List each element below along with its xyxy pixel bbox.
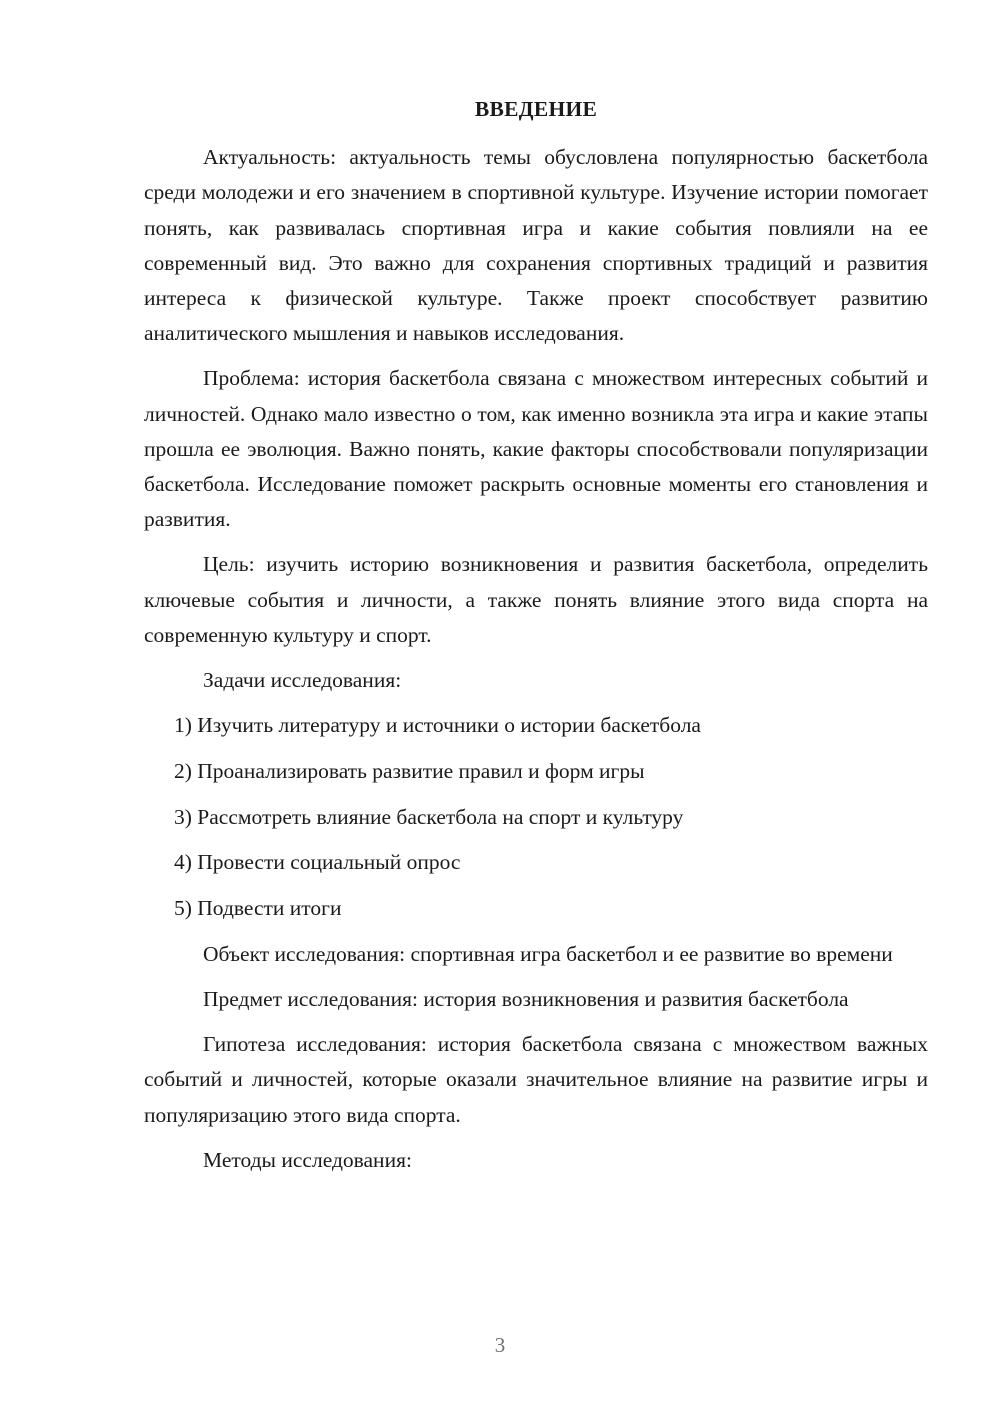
- paragraph-relevance: Актуальность: актуальность темы обусловлена популярностью баскетбола среди молодежи и его значением в спортивной культуре. Изучение истории помогает понять, как развивалась спортивная игра и какие события повлияли на ее современный вид. Это важно для сохранения спортивных традиций и развития интереса к физической культуре. Также проект способствует развитию аналитического мышления и навыков исследования.: [144, 145, 928, 346]
- paragraph-object: Объект исследования: спортивная игра баскетбол и ее развитие во времени: [203, 941, 893, 966]
- section-title: ВВЕДЕНИЕ: [474, 97, 598, 121]
- tasks-heading: Задачи исследования:: [203, 668, 402, 693]
- page-number: 3: [494, 1333, 506, 1357]
- list-item: 2) Проанализировать развитие правил и форм игры: [174, 758, 645, 783]
- paragraph-problem: Проблема: история баскетбола связана с множеством интересных событий и личностей. Однако мало известно о том, как именно возникла эта игра и какие этапы прошла ее эволюция. Важно понять, какие факторы способствовали популяризации баскетбола. Исследование поможет раскрыть основные моменты его становления и развития.: [144, 366, 928, 532]
- tasks-list: [144, 708, 928, 926]
- list-item: 3) Рассмотреть влияние баскетбола на спорт и культуру: [174, 804, 684, 829]
- document-page: [144, 92, 928, 1188]
- list-item: 1) Изучить литературу и источники о истории баскетбола: [174, 713, 701, 738]
- list-item: 4) Провести социальный опрос: [174, 850, 461, 875]
- methods-heading: Методы исследования:: [203, 1147, 412, 1172]
- paragraph-hypothesis: Гипотеза исследования: история баскетбола связана с множеством важных событий и личностей, которые оказали значительное влияние на развитие игры и популяризацию этого вида спорта.: [144, 1032, 928, 1127]
- paragraph-goal: Цель: изучить историю возникновения и развития баскетбола, определить ключевые события и личности, а также понять влияние этого вида спорта на современную культуру и спорт.: [144, 552, 928, 647]
- paragraph-subject: Предмет исследования: история возникновения и развития баскетбола: [203, 986, 849, 1011]
- list-item: 5) Подвести итоги: [174, 896, 342, 921]
